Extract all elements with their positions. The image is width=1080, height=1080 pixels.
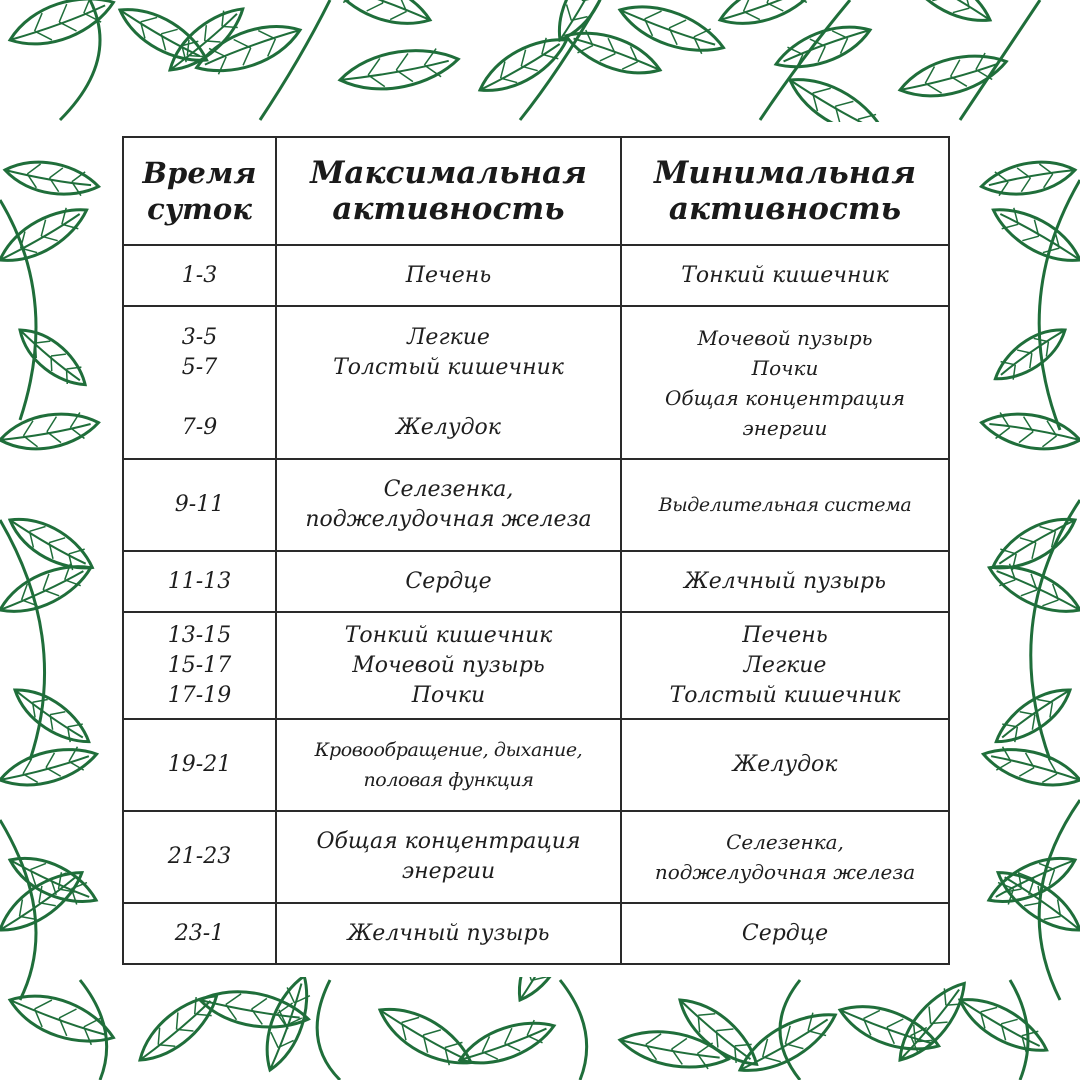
leaf-icon <box>953 987 1054 1063</box>
table-row <box>123 612 949 719</box>
max-cell: Сердце <box>276 551 621 612</box>
time-cell: 21-23 <box>123 811 276 903</box>
header-time: Время суток <box>123 137 276 245</box>
leaf-icon <box>614 0 728 63</box>
table-row <box>123 811 949 903</box>
max-cell: Селезенка, поджелудочная железа <box>276 459 621 551</box>
leaf-icon <box>256 971 318 1075</box>
biorhythm-table <box>122 136 950 965</box>
leaf-icon <box>983 554 1080 623</box>
leaf-icon <box>0 740 100 795</box>
max-cell: Желчный пузырь <box>276 903 621 964</box>
leaf-icon <box>0 554 97 623</box>
max-cell: Тонкий кишечник Мочевой пузырь Почки <box>276 612 621 719</box>
header-max-activity: Максимальная активность <box>276 137 621 245</box>
min-cell: Печень Легкие Толстый кишечник <box>621 612 949 719</box>
leaf-icon <box>889 974 976 1070</box>
leaf-icon <box>980 740 1080 795</box>
table-row <box>123 245 949 306</box>
leaf-icon <box>372 996 479 1077</box>
leaf-icon <box>337 42 461 98</box>
leaf-icon <box>714 0 824 35</box>
stem-line <box>1039 180 1080 430</box>
time-cell: 11-13 <box>123 551 276 612</box>
time-cell: 19-21 <box>123 719 276 811</box>
max-cell: Легкие Толстый кишечник Желудок <box>276 306 621 459</box>
min-cell: Сердце <box>621 903 949 964</box>
leaf-icon <box>130 984 226 1071</box>
leaf-icon <box>896 45 1011 106</box>
leaf-icon <box>326 0 436 35</box>
max-cell: Кровообращение, дыхание, половая функция <box>276 719 621 811</box>
leaf-icon <box>7 679 96 753</box>
max-cell: Печень <box>276 245 621 306</box>
time-cell: 13-15 15-17 17-19 <box>123 612 276 719</box>
stem-line <box>260 0 330 120</box>
stem-line <box>80 980 107 1080</box>
stem-line <box>1010 980 1028 1080</box>
table-header-row <box>123 137 949 245</box>
leaf-icon <box>896 0 997 33</box>
min-cell: Селезенка, поджелудочная железа <box>621 811 949 903</box>
min-cell: Желчный пузырь <box>621 551 949 612</box>
stem-line <box>780 980 800 1080</box>
leaf-icon <box>771 16 875 78</box>
leaf-icon <box>985 507 1080 580</box>
time-cell: 23-1 <box>123 903 276 964</box>
table-row <box>123 719 949 811</box>
stem-line <box>560 980 587 1080</box>
max-cell: Общая концентрация энергии <box>276 811 621 903</box>
min-cell: Тонкий кишечник <box>621 245 949 306</box>
min-cell: Мочевой пузырь Почки Общая концентрация энергии <box>621 306 949 459</box>
stem-line <box>317 980 340 1080</box>
leaf-icon <box>0 407 101 456</box>
leaf-icon <box>4 0 119 57</box>
header-min-activity: Минимальная активность <box>621 137 949 245</box>
time-cell: 9-11 <box>123 459 276 551</box>
table-row <box>123 459 949 551</box>
table-row <box>123 306 949 459</box>
time-cell: 1-3 <box>123 245 276 306</box>
leaf-icon <box>0 197 94 273</box>
table-row <box>123 551 949 612</box>
leaf-icon <box>11 320 94 395</box>
leaf-icon <box>988 319 1073 390</box>
min-cell: Выделительная система <box>621 459 949 551</box>
time-cell: 3-5 5-7 7-9 <box>123 306 276 459</box>
table-row <box>123 903 949 964</box>
leaf-icon <box>979 407 1080 456</box>
leaf-icon <box>455 1012 559 1074</box>
table-card <box>108 122 963 977</box>
leaf-icon <box>979 155 1078 201</box>
leaf-icon <box>732 1001 844 1080</box>
min-cell: Желудок <box>621 719 949 811</box>
leaf-icon <box>2 155 101 201</box>
